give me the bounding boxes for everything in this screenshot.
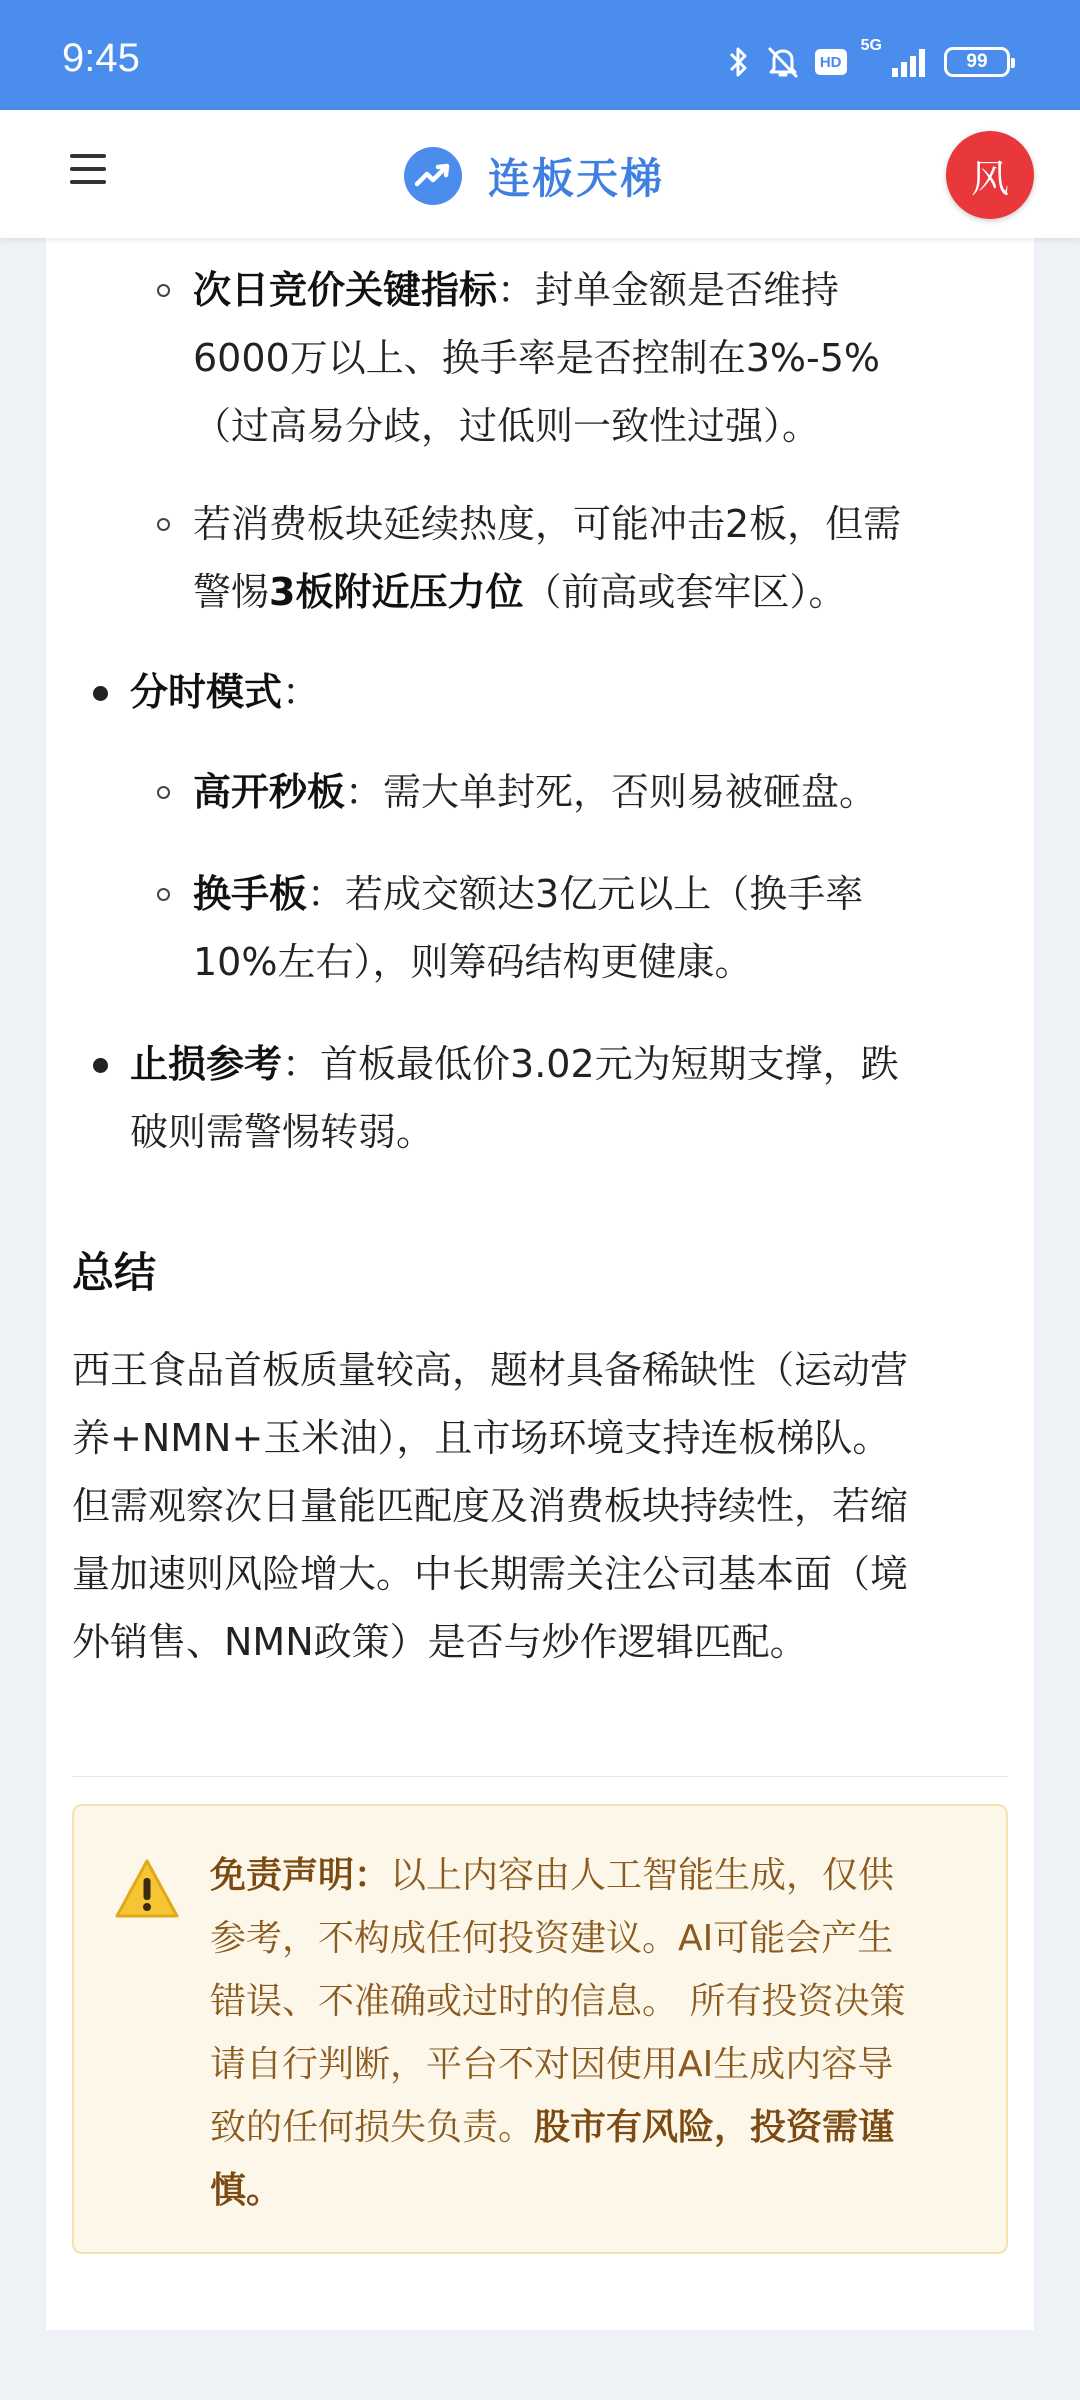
item-bold: 分时模式 [130,670,283,714]
list-item-continuation: 6000万以上、换手率是否控制在3%-5% [193,336,880,380]
item-text: （前高或套牢区）。 [523,570,847,614]
disclaimer-line [210,2159,990,2222]
summary-line: 量加速则风险增大。中长期需关注公司基本面（境 [72,1552,909,1596]
disclaimer-text [210,1844,990,2222]
item-bold: 止损参考 [130,1042,283,1086]
list-item: 若消费板块延续热度，可能冲击2板，但需 [193,502,902,546]
disclaimer-bold: 慎。 [210,2170,283,2211]
summary-line: 养+NMN+玉米油），且市场环境支持连板梯队。 [72,1416,891,1460]
menu-icon-bar [70,154,106,158]
disclaimer-text-span: 致的任何损失负责。 [210,2107,535,2148]
list-item-continuation: （过高易分歧，过低则一致性过强）。 [193,404,821,448]
disclaimer-line [210,1844,990,1907]
bluetooth-icon [727,44,751,80]
item-text: ： [282,670,321,714]
content-card [46,238,1034,2330]
battery-level: 99 [966,51,988,72]
hd-icon: HD [815,49,847,75]
page-title: 连板天梯 [488,154,665,203]
item-text: ：封单金额是否维持 [497,268,840,312]
list-item [193,758,877,826]
list-item [193,256,839,324]
status-bar [0,0,1080,110]
summary-line: 但需观察次日量能匹配度及消费板块持续性，若缩 [72,1484,909,1528]
sub-bullet-icon [157,786,170,799]
status-icons [727,37,1010,80]
disclaimer-line: 错误、不准确或过时的信息。 所有投资决策 [210,1981,906,2022]
menu-button[interactable] [70,154,110,194]
list-item-continuation [193,558,846,626]
item-text: ：若成交额达3亿元以上（换手率 [307,872,864,916]
disclaimer-bold: 股市有风险，投资需谨 [534,2107,895,2148]
sub-bullet-icon [157,284,170,297]
list-item [130,1030,899,1098]
network-label: 5G [860,37,882,54]
battery-icon [944,47,1010,77]
disclaimer-line: 请自行判断，平台不对因使用AI生成内容导 [210,2044,894,2085]
summary-line: 西王食品首板质量较高，题材具备稀缺性（运动营 [72,1348,909,1392]
menu-icon-bar [70,167,106,171]
item-text: 警惕 [193,570,270,614]
item-bold: 3板附近压力位 [269,570,524,614]
summary-line: 外销售、NMN政策）是否与炒作逻辑匹配。 [72,1620,808,1664]
disclaimer-label: 免责声明： [210,1855,391,1896]
item-text: ：需大单封死，否则易被砸盘。 [345,770,878,814]
list-item [193,860,863,928]
item-bold: 高开秒板 [193,770,346,814]
disclaimer-box [72,1804,1008,2254]
disclaimer-text-span: 以上内容由人工智能生成，仅供 [390,1855,895,1896]
disclaimer-line: 参考，不构成任何投资建议。AI可能会产生 [210,1918,894,1959]
mute-icon [765,44,801,80]
bullet-icon [93,1058,108,1073]
sub-bullet-icon [157,888,170,901]
title-wrap [404,146,664,206]
item-text: ：首板最低价3.02元为短期支撑，跌 [282,1042,899,1086]
menu-icon-bar [70,180,106,184]
status-time: 9:45 [62,36,140,80]
summary-title: 总结 [72,1248,157,1297]
list-item-continuation: 10%左右），则筹码结构更健康。 [193,940,753,984]
signal-icon [890,46,930,78]
list-item [130,658,320,726]
divider [72,1776,1008,1777]
list-item-continuation: 破则需警惕转弱。 [130,1110,435,1154]
trend-logo-icon [404,147,462,205]
warning-icon [114,1858,180,1920]
sub-bullet-icon [157,518,170,531]
item-bold: 次日竞价关键指标 [193,268,498,312]
disclaimer-line [210,2096,990,2159]
bullet-icon [93,686,108,701]
item-bold: 换手板 [193,872,308,916]
app-header [0,110,1080,238]
avatar[interactable]: 风 [946,131,1034,219]
